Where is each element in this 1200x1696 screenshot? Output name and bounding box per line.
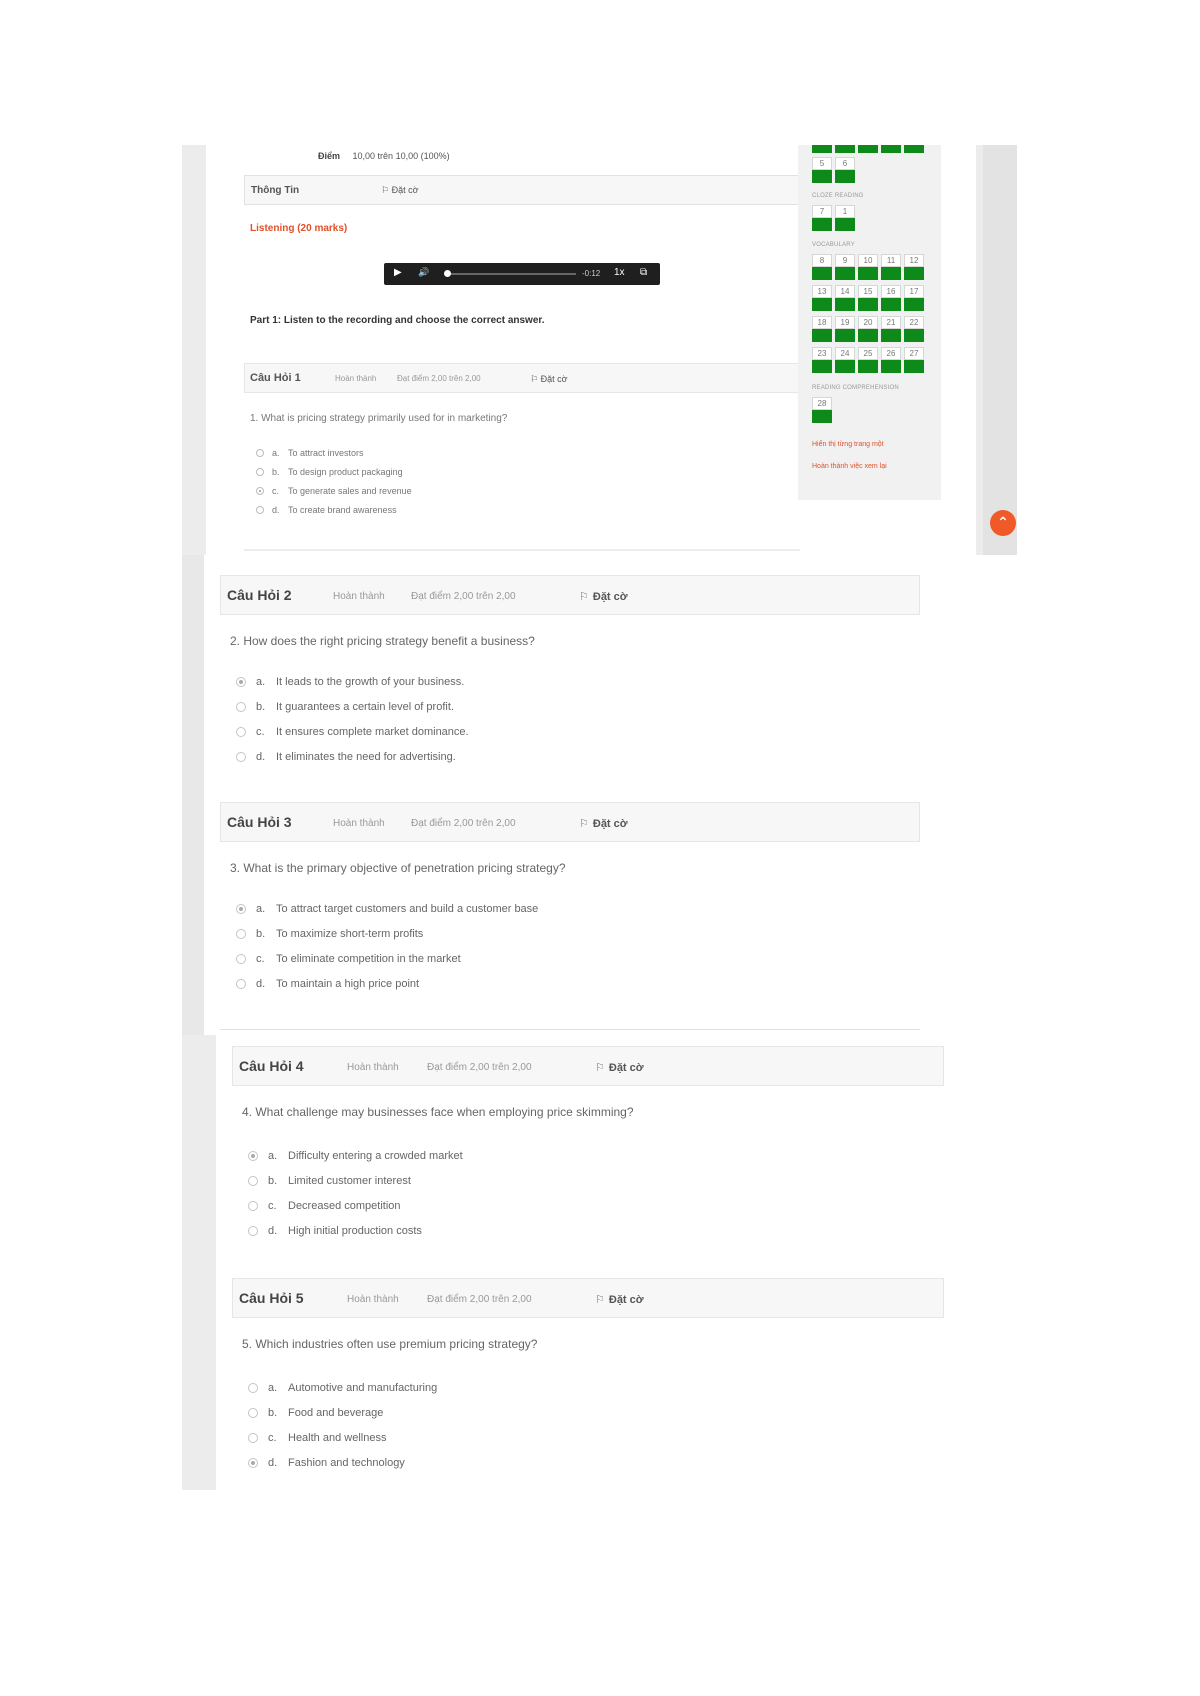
radio-button[interactable] <box>236 979 246 989</box>
left-margin <box>182 555 204 1035</box>
option-letter: b. <box>268 1406 278 1419</box>
info-label: Thông Tin <box>251 185 300 196</box>
flag-question-button[interactable] <box>595 1293 644 1306</box>
left-margin <box>182 1035 216 1490</box>
radio-button[interactable] <box>248 1433 258 1443</box>
score-row <box>318 151 450 161</box>
cloze-reading-label: CLOZE READING <box>812 193 864 199</box>
nav-number: 18 <box>812 316 832 329</box>
question-title: Câu Hỏi 2 <box>227 587 292 603</box>
flag-icon: ⚐ <box>579 818 589 830</box>
option-letter: d. <box>256 750 266 763</box>
nav-cell-23[interactable] <box>812 347 832 373</box>
nav-cell-12[interactable] <box>904 254 924 280</box>
answered-bar <box>858 145 878 153</box>
option-d[interactable] <box>248 1218 463 1243</box>
option-text: To design product packaging <box>288 466 403 477</box>
answered-bar <box>835 267 855 280</box>
answered-bar <box>904 267 924 280</box>
option-text: It eliminates the need for advertising. <box>276 750 456 763</box>
nav-cell-21[interactable] <box>881 316 901 342</box>
answered-bar <box>858 329 878 342</box>
option-text: It guarantees a certain level of profit. <box>276 700 454 713</box>
nav-cell-7[interactable] <box>812 205 832 231</box>
radio-button[interactable] <box>236 954 246 964</box>
radio-button[interactable] <box>248 1176 258 1186</box>
nav-number: 10 <box>858 254 878 267</box>
speed-button[interactable]: 1x <box>614 267 625 278</box>
answered-bar <box>881 329 901 342</box>
nav-number: 19 <box>835 316 855 329</box>
answered-bar <box>835 145 855 153</box>
question-1-text: 1. What is pricing strategy primarily used for in marketing? <box>250 413 508 424</box>
answered-bar <box>835 170 855 183</box>
top-screenshot <box>182 145 1017 555</box>
question-3-options <box>236 896 538 996</box>
question-4-text: 4. What challenge may businesses face when employing price skimming? <box>242 1105 634 1119</box>
answered-bar <box>858 267 878 280</box>
flag-icon: ⚐ <box>381 185 390 195</box>
nav-number: 6 <box>835 157 855 170</box>
answered-bar <box>904 329 924 342</box>
option-c[interactable] <box>256 481 412 500</box>
answered-bar <box>812 360 832 373</box>
radio-button[interactable] <box>256 468 264 476</box>
answered-bar <box>812 145 832 153</box>
nav-cell-1[interactable] <box>835 205 855 231</box>
score-label: Điểm <box>318 151 341 161</box>
flag-label: Đặt cờ <box>592 818 628 830</box>
question-mark: Đạt điểm 2,00 trên 2,00 <box>397 374 481 383</box>
nav-cell-19[interactable] <box>835 316 855 342</box>
part1-instructions: Part 1: Listen to the recording and choose the correct answer. <box>250 315 545 326</box>
nav-number: 28 <box>812 397 832 410</box>
option-letter: d. <box>268 1456 278 1469</box>
radio-button[interactable] <box>236 727 246 737</box>
play-icon[interactable]: ▶ <box>394 267 402 278</box>
answered-bar <box>812 218 832 231</box>
option-d[interactable] <box>248 1450 437 1475</box>
option-d[interactable] <box>236 744 469 769</box>
question-5-header <box>232 1278 944 1318</box>
info-flag-button[interactable] <box>381 185 419 196</box>
nav-cell-20[interactable] <box>858 316 878 342</box>
radio-button[interactable] <box>236 929 246 939</box>
option-text: To attract investors <box>288 447 364 458</box>
radio-button[interactable] <box>248 1408 258 1418</box>
flag-label: Đặt cờ <box>608 1062 644 1074</box>
radio-button[interactable] <box>256 506 264 514</box>
option-letter: b. <box>256 927 266 940</box>
answered-bar <box>835 298 855 311</box>
nav-number: 24 <box>835 347 855 360</box>
question-title: Câu Hỏi 3 <box>227 814 292 830</box>
flag-icon: ⚐ <box>530 374 539 384</box>
radio-button[interactable] <box>256 449 264 457</box>
divider <box>244 549 800 551</box>
answered-bar <box>881 267 901 280</box>
reading-comprehension-label: READING COMPREHENSION <box>812 385 899 391</box>
nav-cell-8[interactable] <box>812 254 832 280</box>
option-text: To create brand awareness <box>288 504 397 515</box>
audio-player[interactable] <box>384 263 660 285</box>
option-b[interactable] <box>236 921 538 946</box>
question-title: Câu Hỏi 5 <box>239 1290 304 1306</box>
quiz-navigation <box>798 145 941 500</box>
option-text: Limited customer interest <box>288 1174 411 1187</box>
answered-bar <box>812 298 832 311</box>
question-mark: Đạt điểm 2,00 trên 2,00 <box>411 591 516 602</box>
question-status: Hoàn thành <box>333 591 385 602</box>
nav-number: 21 <box>881 316 901 329</box>
option-text: It leads to the growth of your business. <box>276 675 465 688</box>
flag-icon: ⚐ <box>579 591 589 603</box>
nav-cell-27[interactable] <box>904 347 924 373</box>
nav-number: 13 <box>812 285 832 298</box>
option-letter: d. <box>272 504 280 515</box>
nav-number: 25 <box>858 347 878 360</box>
nav-number: 20 <box>858 316 878 329</box>
question-1-header <box>244 363 800 393</box>
option-a[interactable] <box>248 1143 463 1168</box>
option-letter: a. <box>272 447 280 458</box>
option-letter: a. <box>268 1381 278 1394</box>
flag-question-button[interactable] <box>595 1061 644 1074</box>
answered-bar <box>904 298 924 311</box>
question-4-header <box>232 1046 944 1086</box>
radio-button-selected[interactable] <box>248 1151 258 1161</box>
time-remaining: -0:12 <box>582 269 601 278</box>
question-2-text: 2. How does the right pricing strategy benefit a business? <box>230 634 535 648</box>
question-mark: Đạt điểm 2,00 trên 2,00 <box>427 1294 532 1305</box>
option-letter: a. <box>268 1149 278 1162</box>
answered-bar <box>881 298 901 311</box>
volume-icon[interactable]: 🔊 <box>418 267 430 277</box>
radio-button-selected[interactable] <box>236 904 246 914</box>
nav-cell-11[interactable] <box>881 254 901 280</box>
option-letter: c. <box>268 1431 277 1444</box>
question-status: Hoàn thành <box>333 818 385 829</box>
answered-bar <box>812 170 832 183</box>
nav-cell-18[interactable] <box>812 316 832 342</box>
radio-button-selected[interactable] <box>236 677 246 687</box>
nav-cell-24[interactable] <box>835 347 855 373</box>
radio-button[interactable] <box>248 1201 258 1211</box>
option-letter: c. <box>268 1199 277 1212</box>
option-text: High initial production costs <box>288 1224 422 1237</box>
vocabulary-label: VOCABULARY <box>812 242 855 248</box>
nav-cell-26[interactable] <box>881 347 901 373</box>
answered-bar <box>812 329 832 342</box>
answered-bar <box>904 360 924 373</box>
nav-cell-17[interactable] <box>904 285 924 311</box>
option-b[interactable] <box>256 462 412 481</box>
question-2-options <box>236 669 469 769</box>
question-mark: Đạt điểm 2,00 trên 2,00 <box>411 818 516 829</box>
option-b[interactable] <box>236 694 469 719</box>
question-title: Câu Hỏi 1 <box>250 372 301 384</box>
nav-number: 7 <box>812 205 832 218</box>
answered-bar <box>835 218 855 231</box>
option-text: Food and beverage <box>288 1406 384 1419</box>
nav-number: 9 <box>835 254 855 267</box>
option-c[interactable] <box>236 719 469 744</box>
answered-bar <box>881 145 901 153</box>
nav-number: 5 <box>812 157 832 170</box>
option-letter: a. <box>256 675 266 688</box>
nav-number: 11 <box>881 254 901 267</box>
question-5-options <box>248 1375 437 1475</box>
scroll-to-top-button[interactable] <box>990 510 1016 536</box>
option-a[interactable] <box>248 1375 437 1400</box>
option-text: Decreased competition <box>288 1199 401 1212</box>
score-value: 10,00 trên 10,00 (100%) <box>352 151 450 161</box>
chevron-up-icon: ⌃ <box>997 514 1009 530</box>
nav-cell-16[interactable] <box>881 285 901 311</box>
question-5-text: 5. Which industries often use premium pricing strategy? <box>242 1337 538 1351</box>
nav-number: 15 <box>858 285 878 298</box>
question-2-header <box>220 575 920 615</box>
nav-cell-15[interactable] <box>858 285 878 311</box>
option-letter: d. <box>268 1224 278 1237</box>
option-a[interactable] <box>236 896 538 921</box>
answered-bar <box>881 360 901 373</box>
question-status: Hoàn thành <box>347 1294 399 1305</box>
answered-bar <box>812 267 832 280</box>
flag-question-button[interactable] <box>579 590 628 603</box>
nav-cell-9[interactable] <box>835 254 855 280</box>
nav-cell-5[interactable] <box>812 157 832 183</box>
radio-button[interactable] <box>236 702 246 712</box>
option-text: To attract target customers and build a customer base <box>276 902 539 915</box>
show-one-page-link[interactable]: Hiển thị từng trang một <box>812 441 884 448</box>
nav-number: 16 <box>881 285 901 298</box>
option-text: To eliminate competition in the market <box>276 952 461 965</box>
nav-number: 1 <box>835 205 855 218</box>
option-letter: c. <box>256 725 265 738</box>
answered-bar <box>858 360 878 373</box>
option-c[interactable] <box>248 1425 437 1450</box>
flag-question-button[interactable] <box>530 374 568 385</box>
option-d[interactable] <box>256 500 412 519</box>
nav-cell-10[interactable] <box>858 254 878 280</box>
pip-icon[interactable]: ⧉ <box>640 267 648 278</box>
radio-button[interactable] <box>248 1226 258 1236</box>
radio-button-selected[interactable] <box>248 1458 258 1468</box>
option-text: Automotive and manufacturing <box>288 1381 438 1394</box>
option-letter: c. <box>272 485 280 496</box>
answered-bar <box>904 145 924 153</box>
question-4-options <box>248 1143 463 1243</box>
flag-question-button[interactable] <box>579 817 628 830</box>
option-b[interactable] <box>248 1400 437 1425</box>
nav-number: 27 <box>904 347 924 360</box>
progress-track[interactable] <box>446 273 576 275</box>
radio-button[interactable] <box>248 1383 258 1393</box>
nav-number: 22 <box>904 316 924 329</box>
answered-bar <box>858 298 878 311</box>
radio-button[interactable] <box>236 752 246 762</box>
option-letter: d. <box>256 977 266 990</box>
info-bar <box>244 175 800 205</box>
nav-cell-6[interactable] <box>835 157 855 183</box>
question-title: Câu Hỏi 4 <box>239 1058 304 1074</box>
flag-label: Đặt cờ <box>540 374 568 384</box>
answered-bar <box>812 410 832 423</box>
flag-icon: ⚐ <box>595 1294 605 1306</box>
listening-heading: Listening (20 marks) <box>250 223 348 234</box>
option-letter: b. <box>268 1174 278 1187</box>
option-text: To maximize short-term profits <box>276 927 424 940</box>
question-status: Hoàn thành <box>347 1062 399 1073</box>
option-letter: c. <box>256 952 265 965</box>
flag-icon: ⚐ <box>595 1062 605 1074</box>
nav-cell-25[interactable] <box>858 347 878 373</box>
option-letter: b. <box>256 700 266 713</box>
question-1-options <box>256 443 412 519</box>
nav-number: 17 <box>904 285 924 298</box>
answered-bar <box>835 329 855 342</box>
nav-number: 12 <box>904 254 924 267</box>
progress-knob[interactable] <box>444 270 451 277</box>
nav-number: 8 <box>812 254 832 267</box>
nav-cell-13[interactable] <box>812 285 832 311</box>
finish-review-link[interactable]: Hoàn thành việc xem lại <box>812 463 887 470</box>
nav-cell-28[interactable] <box>812 397 832 423</box>
option-text: It ensures complete market dominance. <box>276 725 469 738</box>
option-text: Health and wellness <box>288 1431 387 1444</box>
nav-cell-22[interactable] <box>904 316 924 342</box>
option-c[interactable] <box>236 946 538 971</box>
divider <box>220 1029 920 1030</box>
flag-label: Đặt cờ <box>391 185 419 195</box>
answered-bar <box>835 360 855 373</box>
option-b[interactable] <box>248 1168 463 1193</box>
nav-number: 14 <box>835 285 855 298</box>
option-text: To generate sales and revenue <box>288 485 412 496</box>
option-a[interactable] <box>236 669 469 694</box>
question-3-header <box>220 802 920 842</box>
question-status: Hoàn thành <box>335 374 377 383</box>
nav-number: 26 <box>881 347 901 360</box>
option-letter: a. <box>256 902 266 915</box>
flag-label: Đặt cờ <box>592 591 628 603</box>
radio-button-selected[interactable] <box>256 487 264 495</box>
scrollbar-area <box>983 145 1017 555</box>
option-letter: b. <box>272 466 280 477</box>
option-d[interactable] <box>236 971 538 996</box>
option-c[interactable] <box>248 1193 463 1218</box>
question-3-text: 3. What is the primary objective of penetration pricing strategy? <box>230 861 566 875</box>
option-text: Fashion and technology <box>288 1456 405 1469</box>
option-text: To maintain a high price point <box>276 977 420 990</box>
nav-cell-14[interactable] <box>835 285 855 311</box>
question-mark: Đạt điểm 2,00 trên 2,00 <box>427 1062 532 1073</box>
flag-label: Đặt cờ <box>608 1294 644 1306</box>
option-a[interactable] <box>256 443 412 462</box>
nav-number: 23 <box>812 347 832 360</box>
option-text: Difficulty entering a crowded market <box>288 1149 463 1162</box>
